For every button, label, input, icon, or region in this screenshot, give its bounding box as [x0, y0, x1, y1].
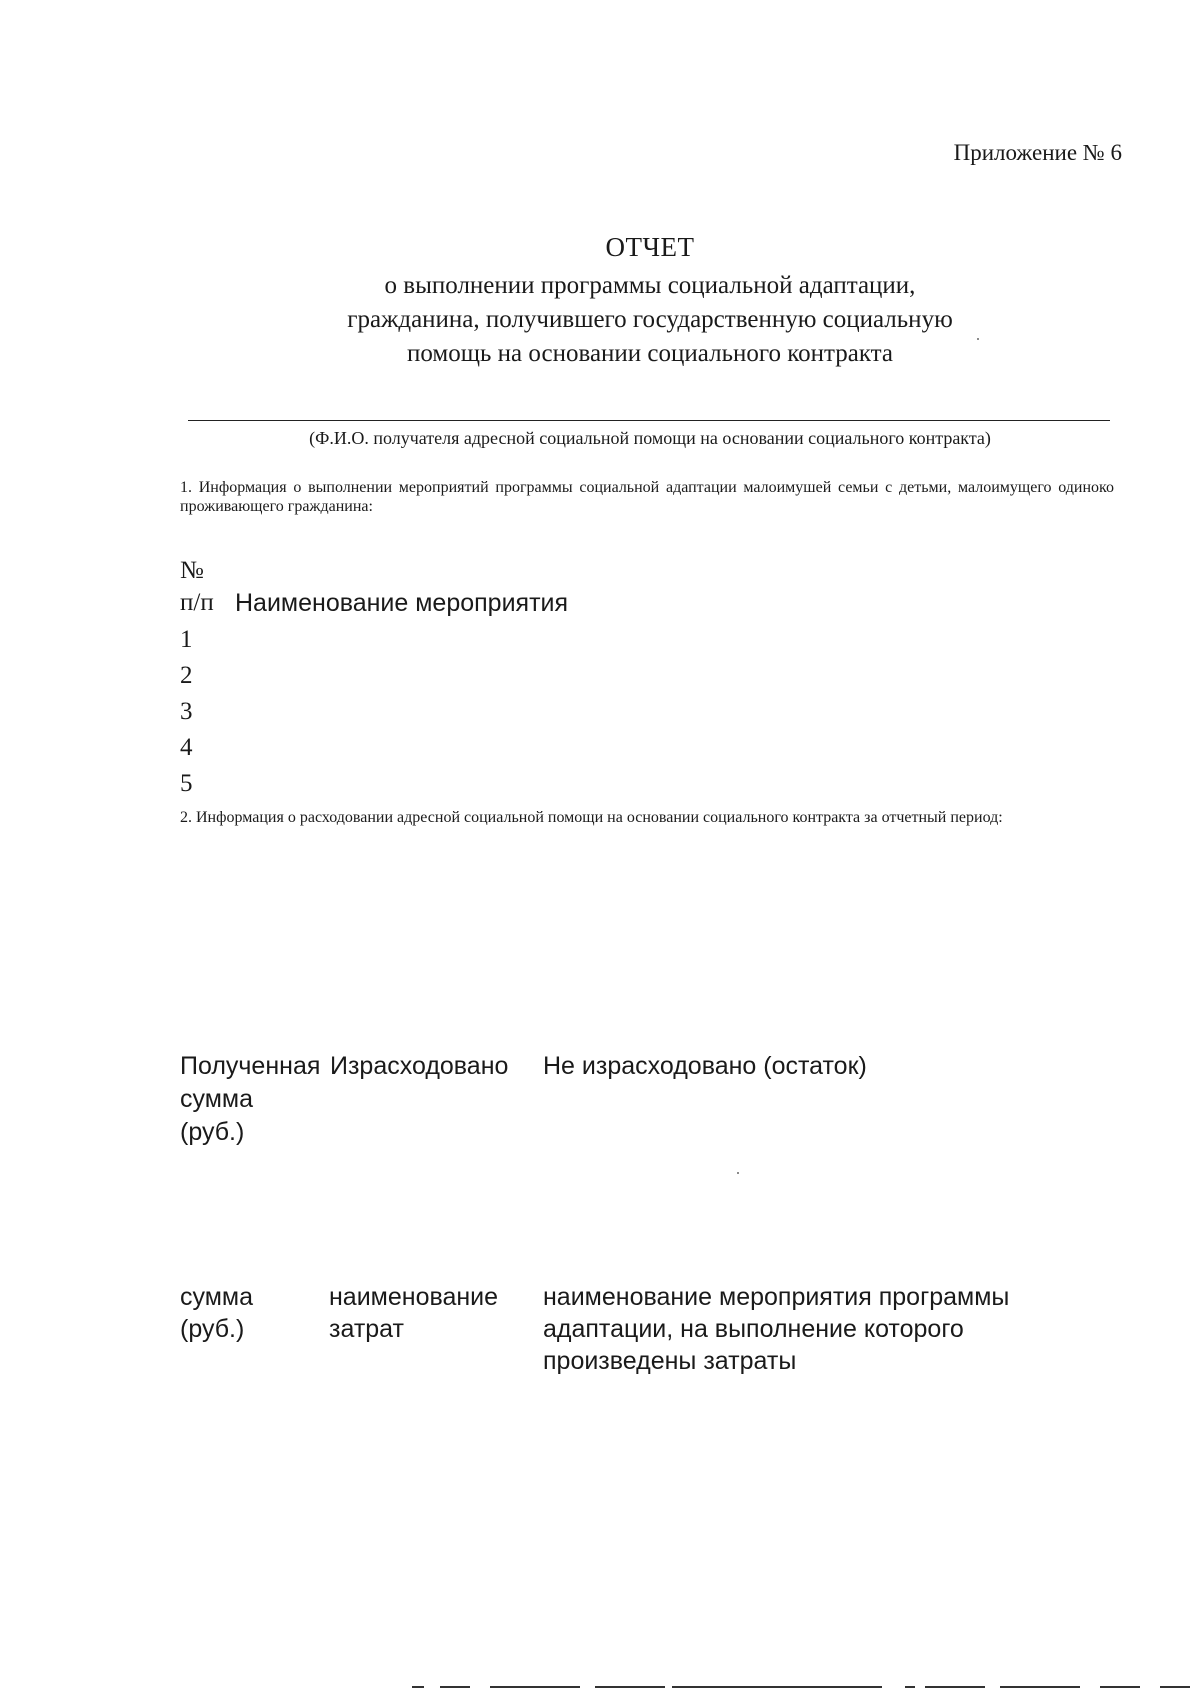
- scan-artifact: [672, 1686, 882, 1688]
- title-line-1: о выполнении программы социальной адаптации,: [384, 272, 916, 299]
- table3-event-header: наименование мероприятия программы: [543, 1283, 1010, 1311]
- table1-row-number: 4: [180, 734, 193, 761]
- table1-row-number: 1: [180, 626, 193, 653]
- title-line-3: помощь на основании социального контракта: [407, 340, 893, 367]
- table3-sum-header: сумма: [180, 1283, 253, 1311]
- table3-sum-header-line2: (руб.): [180, 1315, 245, 1343]
- scan-artifact: [1000, 1686, 1080, 1688]
- title-line-2: гражданина, получившего государственную социальную: [347, 306, 953, 333]
- fio-signature-line: [188, 420, 1110, 421]
- scan-artifact: [595, 1686, 665, 1688]
- table3-event-header-line2: адаптации, на выполнение которого: [543, 1315, 964, 1343]
- table2-received-header: Полученная: [180, 1052, 321, 1080]
- table3-cost-name-header-line2: затрат: [329, 1315, 404, 1343]
- scan-artifact: [412, 1686, 424, 1688]
- section-1-text: 1. Информация о выполнении мероприятий программы социальной адаптации малоимушей семьи с детьми, малоимущего одиноко проживающего гражданина:: [180, 479, 1114, 515]
- table2-received-header-line2: сумма: [180, 1085, 253, 1113]
- document-title: ОТЧЕТ: [605, 232, 695, 262]
- table1-num-label: №: [180, 557, 204, 584]
- table1-row-number: 3: [180, 698, 193, 725]
- table3-cost-name-header: наименование: [329, 1283, 499, 1311]
- table1-row-number: 5: [180, 770, 193, 797]
- table2-spent-header: Израсходовано: [330, 1052, 509, 1080]
- scan-artifact: [440, 1686, 470, 1688]
- scan-artifact: [1100, 1686, 1140, 1688]
- scan-speck: [737, 1172, 739, 1174]
- scan-artifact: [490, 1686, 580, 1688]
- scan-speck: [977, 338, 979, 340]
- table3-event-header-line3: произведены затраты: [543, 1347, 797, 1375]
- table1-name-header: Наименование мероприятия: [235, 589, 569, 617]
- table2-received-header-line3: (руб.): [180, 1118, 245, 1146]
- table1-pp-label: п/п: [180, 589, 214, 616]
- table2-not-spent-header: Не израсходовано (остаток): [543, 1052, 867, 1080]
- appendix-label: Приложение № 6: [953, 140, 1122, 165]
- scan-artifact: [1160, 1686, 1190, 1688]
- scan-artifact: [925, 1686, 985, 1688]
- section-2-text: 2. Информация о расходовании адресной социальной помощи на основании социального контракта за отчетный период:: [180, 809, 1003, 826]
- scan-artifact: [905, 1686, 915, 1688]
- table1-row-number: 2: [180, 662, 193, 689]
- fio-caption: (Ф.И.О. получателя адресной социальной помощи на основании социального контракта): [309, 428, 991, 448]
